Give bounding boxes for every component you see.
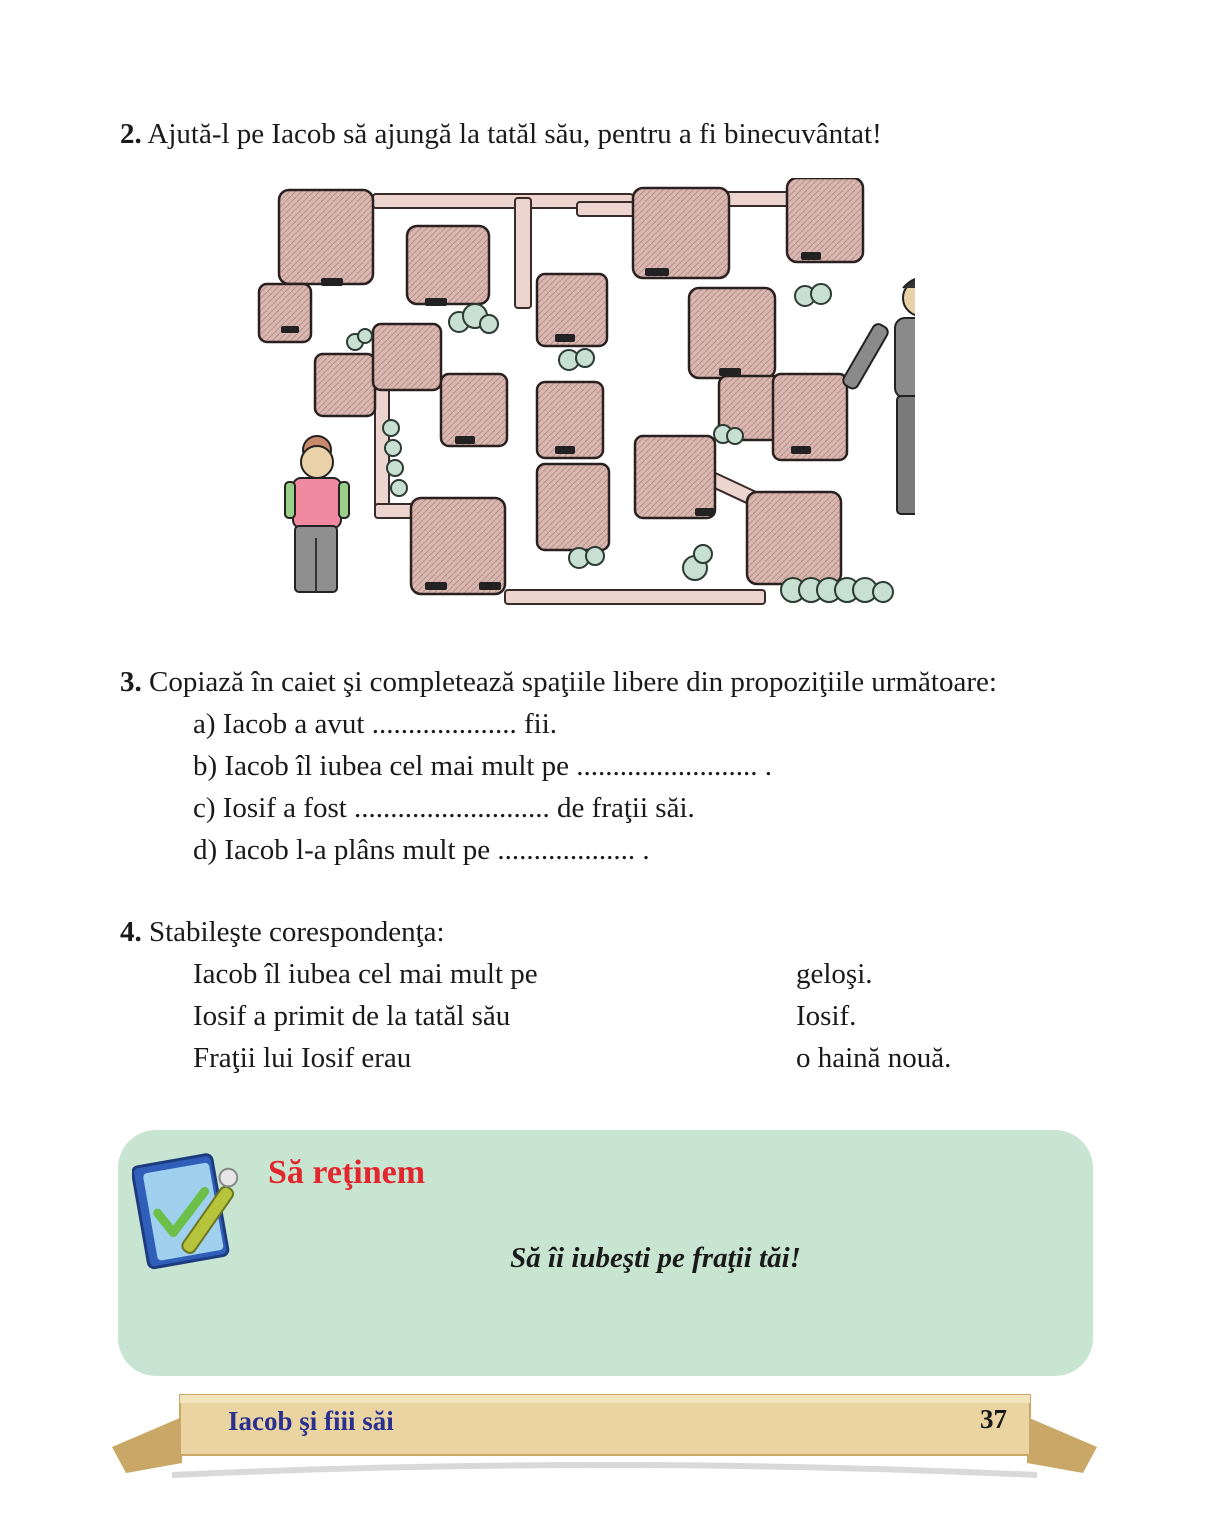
fill-in-item: a) Iacob a avut .................... fii. bbox=[193, 708, 558, 740]
page-number: 37 bbox=[980, 1404, 1007, 1434]
remember-box bbox=[118, 1130, 1093, 1376]
remember-text: Să îi iubeşti pe fraţii tăi! bbox=[510, 1242, 801, 1274]
chapter-title: Iacob şi fiii săi bbox=[228, 1406, 394, 1436]
exercise-2-heading bbox=[120, 118, 882, 151]
match-right-item: Iosif. bbox=[796, 1000, 857, 1032]
father-figure bbox=[841, 278, 915, 514]
match-left-item: Fraţii lui Iosif erau bbox=[193, 1042, 412, 1074]
fill-in-item: c) Iosif a fost ........................... de fraţii săi. bbox=[193, 792, 695, 824]
match-right-item: o haină nouă. bbox=[796, 1042, 952, 1074]
exercise-number: 3. bbox=[120, 666, 142, 698]
iacob-figure bbox=[285, 436, 349, 592]
exercise-text: Copiază în caiet şi completează spaţiile libere din propoziţiile următoare: bbox=[149, 666, 997, 698]
exercise-text: Ajută-l pe Iacob să ajungă la tatăl său, pentru a fi binecuvântat! bbox=[147, 118, 882, 150]
exercise-3-heading bbox=[120, 666, 997, 699]
remember-title: Să reţinem bbox=[268, 1154, 426, 1191]
exercise-number: 2. bbox=[120, 118, 142, 150]
fill-in-item: b) Iacob îl iubea cel mai mult pe ......................... . bbox=[193, 750, 773, 782]
exercise-text: Stabileşte corespondenţa: bbox=[149, 916, 445, 948]
exercise-number: 4. bbox=[120, 916, 142, 948]
match-right-item: geloşi. bbox=[796, 958, 873, 990]
maze-illustration bbox=[255, 178, 915, 618]
exercise-4-heading bbox=[120, 916, 445, 949]
maze-houses bbox=[259, 178, 863, 594]
match-left-item: Iosif a primit de la tatăl său bbox=[193, 1000, 511, 1032]
match-left-item: Iacob îl iubea cel mai mult pe bbox=[193, 958, 538, 990]
fill-in-item: d) Iacob l-a plâns mult pe ................... . bbox=[193, 834, 650, 866]
